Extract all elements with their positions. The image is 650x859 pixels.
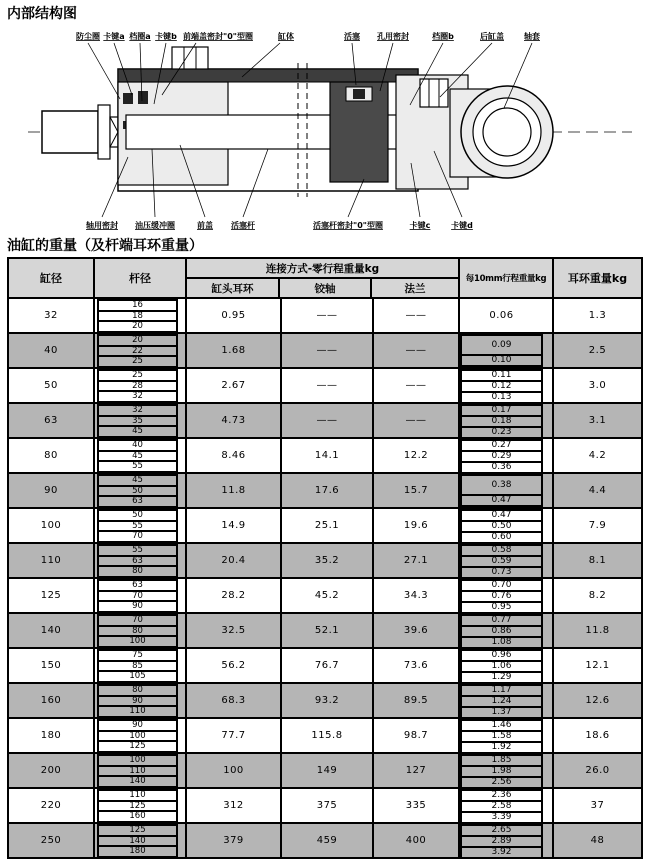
head-eye-cell: 28.2 bbox=[187, 579, 282, 612]
per-stroke-box: 0.77 bbox=[460, 614, 543, 627]
eye-weight-cell: 48 bbox=[590, 835, 605, 846]
per-stroke-box: 0.76 bbox=[460, 590, 543, 603]
per-stroke-box: 0.11 bbox=[460, 369, 543, 382]
bore-cell: 160 bbox=[9, 684, 95, 717]
rod-cell bbox=[95, 614, 187, 647]
rod-box: 100 bbox=[97, 730, 178, 743]
hinge-cell: 45.2 bbox=[282, 579, 374, 612]
cylinder-cross-section-drawing bbox=[0, 23, 650, 235]
head-eye-cell: 56.2 bbox=[187, 649, 282, 682]
barrel-top-wall bbox=[118, 69, 418, 82]
header-flange: 法兰 bbox=[404, 282, 426, 295]
per-stroke-box: 0.70 bbox=[460, 579, 543, 592]
rod-box: 70 bbox=[97, 614, 178, 627]
table-body bbox=[9, 299, 641, 857]
rod-cell bbox=[95, 334, 187, 367]
header-connection: 连接方式-零行程重量kg bbox=[187, 259, 458, 279]
diagram-label-piston-rod: 活塞杆 bbox=[231, 221, 255, 230]
rod-box: 105 bbox=[97, 670, 178, 683]
hinge-cell: 115.8 bbox=[282, 719, 374, 752]
rod-box: 100 bbox=[97, 635, 178, 648]
flange-cell: 34.3 bbox=[374, 579, 460, 612]
rod-box: 16 bbox=[97, 299, 178, 312]
rod-box: 45 bbox=[97, 474, 178, 487]
bore-cell: 50 bbox=[9, 369, 95, 402]
rod-cell bbox=[95, 719, 187, 752]
hinge-cell: —— bbox=[282, 334, 374, 367]
hinge-cell: 76.7 bbox=[282, 649, 374, 682]
flange-cell: 89.5 bbox=[374, 684, 460, 717]
per-stroke-box: 0.23 bbox=[460, 426, 543, 439]
table-row bbox=[9, 789, 641, 824]
flange-cell: 400 bbox=[374, 824, 460, 857]
diagram-label-dust-ring: 防尘圈 bbox=[76, 32, 100, 41]
gland-seal-b bbox=[138, 91, 148, 104]
table-row bbox=[9, 684, 641, 719]
hinge-cell: 93.2 bbox=[282, 684, 374, 717]
table-row bbox=[9, 439, 641, 474]
per-stroke-cell bbox=[460, 369, 554, 402]
head-eye-cell: 68.3 bbox=[187, 684, 282, 717]
per-stroke-box: 3.39 bbox=[460, 811, 543, 824]
rod-box: 100 bbox=[97, 754, 178, 767]
table-row bbox=[9, 824, 641, 857]
per-stroke-cell bbox=[460, 439, 554, 472]
bore-cell: 220 bbox=[9, 789, 95, 822]
table-row bbox=[9, 369, 641, 404]
eye-weight-cell: 3.1 bbox=[588, 415, 607, 426]
bore-cell: 110 bbox=[9, 544, 95, 577]
rod-box: 125 bbox=[97, 824, 178, 837]
per-stroke-box: 0.36 bbox=[460, 461, 543, 474]
bore-cell: 80 bbox=[9, 439, 95, 472]
per-stroke-box: 0.12 bbox=[460, 380, 543, 393]
per-stroke-box: 1.46 bbox=[460, 719, 543, 732]
hinge-cell: —— bbox=[282, 369, 374, 402]
rod-cell bbox=[95, 369, 187, 402]
head-eye-cell: 4.73 bbox=[187, 404, 282, 437]
rod-box: 25 bbox=[97, 369, 178, 382]
diagram-title: 内部结构图 bbox=[7, 6, 77, 22]
eye-weight-cell: 12.6 bbox=[585, 695, 610, 706]
header-hinge: 铰轴 bbox=[280, 279, 372, 297]
rod-cell bbox=[95, 789, 187, 822]
rod-eye-bore bbox=[483, 108, 531, 156]
hinge-cell: 52.1 bbox=[282, 614, 374, 647]
table-row bbox=[9, 614, 641, 649]
rod-box: 55 bbox=[97, 544, 178, 557]
rod-cell bbox=[95, 579, 187, 612]
flange-cell: —— bbox=[374, 334, 460, 367]
rod-box: 63 bbox=[97, 579, 178, 592]
rod-box: 125 bbox=[97, 800, 178, 813]
hinge-cell: 14.1 bbox=[282, 439, 374, 472]
per-stroke-cell bbox=[460, 544, 554, 577]
rod-coupling bbox=[98, 105, 110, 159]
table-row bbox=[9, 649, 641, 684]
diagram-label-buffer-ring: 油压缓冲圈 bbox=[135, 221, 175, 230]
per-stroke-box: 3.92 bbox=[460, 846, 543, 859]
rod-box: 85 bbox=[97, 660, 178, 673]
hinge-cell: 25.1 bbox=[282, 509, 374, 542]
per-stroke-box: 1.58 bbox=[460, 730, 543, 743]
header-per10mm: 每10mm行程重量kg bbox=[460, 259, 554, 297]
rod-box: 50 bbox=[97, 485, 178, 498]
table-row bbox=[9, 299, 641, 334]
eye-weight-cell: 8.2 bbox=[588, 590, 607, 601]
rod-box: 25 bbox=[97, 355, 178, 368]
diagram-label-bushing: 轴套 bbox=[524, 32, 540, 41]
head-eye-cell: 77.7 bbox=[187, 719, 282, 752]
per-stroke-box: 2.36 bbox=[460, 789, 543, 802]
per-stroke-box: 0.27 bbox=[460, 439, 543, 452]
rod-box: 50 bbox=[97, 509, 178, 522]
diagram-label-key-b: 卡键b bbox=[155, 32, 177, 41]
per-stroke-box: 0.09 bbox=[460, 334, 543, 356]
rod-cell bbox=[95, 684, 187, 717]
per-stroke-box: 2.65 bbox=[460, 824, 543, 837]
rod-box: 55 bbox=[97, 460, 178, 473]
per-stroke-cell bbox=[460, 789, 554, 822]
diagram-label-barrel: 缸体 bbox=[278, 32, 294, 41]
hinge-cell: 35.2 bbox=[282, 544, 374, 577]
bore-cell: 200 bbox=[9, 754, 95, 787]
table-row bbox=[9, 509, 641, 544]
rod-cell bbox=[95, 299, 187, 332]
rod-box: 18 bbox=[97, 310, 178, 323]
hinge-cell: —— bbox=[282, 299, 374, 332]
per-stroke-box: 1.92 bbox=[460, 741, 543, 754]
per-stroke-box: 1.29 bbox=[460, 671, 543, 684]
per-stroke-cell bbox=[460, 649, 554, 682]
per-stroke-cell bbox=[460, 684, 554, 717]
per-stroke-box: 1.08 bbox=[460, 636, 543, 649]
rod-box: 20 bbox=[97, 334, 178, 347]
bore-cell: 150 bbox=[9, 649, 95, 682]
flange-cell: 27.1 bbox=[374, 544, 460, 577]
header-head-eye: 缸头耳环 bbox=[187, 279, 280, 297]
header-rod: 杆径 bbox=[95, 259, 187, 297]
head-eye-cell: 2.67 bbox=[187, 369, 282, 402]
diagram-label-hole-seal: 孔用密封 bbox=[377, 32, 409, 41]
flange-cell: 73.6 bbox=[374, 649, 460, 682]
table-row bbox=[9, 719, 641, 754]
table-row bbox=[9, 334, 641, 369]
diagram-label-rear-cap: 后缸盖 bbox=[480, 32, 504, 41]
per-stroke-cell bbox=[460, 334, 554, 367]
per-stroke-box: 0.86 bbox=[460, 625, 543, 638]
diagram-label-key-a: 卡键a bbox=[103, 32, 125, 41]
port-boss bbox=[172, 47, 208, 69]
hinge-cell: 149 bbox=[282, 754, 374, 787]
flange-cell: 15.7 bbox=[374, 474, 460, 507]
eye-weight-cell: 1.3 bbox=[588, 310, 607, 321]
diagram-label-key-d: 卡键d bbox=[451, 221, 473, 230]
per-stroke-box: 0.50 bbox=[460, 520, 543, 533]
diagram-label-piston: 活塞 bbox=[344, 32, 360, 41]
rod-box: 110 bbox=[97, 705, 178, 718]
rod-box: 80 bbox=[97, 625, 178, 638]
bore-cell: 40 bbox=[9, 334, 95, 367]
per-stroke-box: 0.60 bbox=[460, 531, 543, 544]
per-stroke-box: 2.56 bbox=[460, 776, 543, 789]
table-row bbox=[9, 754, 641, 789]
hinge-cell: —— bbox=[282, 404, 374, 437]
per-stroke-box: 0.59 bbox=[460, 555, 543, 568]
rod-cell bbox=[95, 754, 187, 787]
diagram-label-ring-a: 档圈a bbox=[129, 32, 151, 41]
rod-cell bbox=[95, 474, 187, 507]
per-stroke-box: 1.85 bbox=[460, 754, 543, 767]
rod-box: 63 bbox=[97, 555, 178, 568]
header-eye-weight: 耳环重量kg bbox=[567, 272, 628, 285]
per-stroke-box: 0.47 bbox=[460, 509, 543, 522]
rod-cell bbox=[95, 649, 187, 682]
rod-box: 75 bbox=[97, 649, 178, 662]
rod-box: 63 bbox=[97, 495, 178, 508]
per-stroke-box: 0.73 bbox=[460, 566, 543, 579]
diagram-label-rod-seal-o-ring: 活塞杆密封"0"型圈 bbox=[313, 221, 383, 230]
rod-end-block bbox=[42, 111, 98, 153]
table-title: 油缸的重量（及杆端耳环重量） bbox=[7, 238, 203, 254]
rod-cell bbox=[95, 824, 187, 857]
flange-cell: 127 bbox=[374, 754, 460, 787]
hinge-cell: 375 bbox=[282, 789, 374, 822]
rod-box: 110 bbox=[97, 789, 178, 802]
rod-cell bbox=[95, 439, 187, 472]
per-stroke-cell bbox=[460, 719, 554, 752]
diagram-label-ring-b: 档圈b bbox=[432, 32, 454, 41]
per-stroke-box: 1.37 bbox=[460, 706, 543, 719]
head-eye-cell: 1.68 bbox=[187, 334, 282, 367]
bore-cell: 180 bbox=[9, 719, 95, 752]
weight-table bbox=[7, 257, 643, 859]
diagram-label-front-cover-o-ring: 前端盖密封"0"型圈 bbox=[183, 32, 253, 41]
header-connection-group bbox=[187, 259, 460, 297]
eye-weight-cell: 4.4 bbox=[588, 485, 607, 496]
table-row bbox=[9, 544, 641, 579]
rod-box: 90 bbox=[97, 719, 178, 732]
rod-box: 70 bbox=[97, 530, 178, 543]
per-stroke-box: 2.89 bbox=[460, 835, 543, 848]
bore-cell: 140 bbox=[9, 614, 95, 647]
eye-weight-cell: 7.9 bbox=[588, 520, 607, 531]
hinge-cell: 17.6 bbox=[282, 474, 374, 507]
per-stroke-box: 1.24 bbox=[460, 695, 543, 708]
per-stroke-box: 1.17 bbox=[460, 684, 543, 697]
per-stroke-box: 0.38 bbox=[460, 474, 543, 496]
rod-cell bbox=[95, 544, 187, 577]
rod-box: 125 bbox=[97, 740, 178, 753]
eye-weight-cell: 37 bbox=[590, 800, 605, 811]
rod-box: 90 bbox=[97, 695, 178, 708]
head-eye-cell: 14.9 bbox=[187, 509, 282, 542]
flange-cell: 39.6 bbox=[374, 614, 460, 647]
rod-box: 32 bbox=[97, 404, 178, 417]
eye-weight-cell: 8.1 bbox=[588, 555, 607, 566]
head-eye-cell: 0.95 bbox=[187, 299, 282, 332]
eye-weight-cell: 26.0 bbox=[585, 765, 610, 776]
head-eye-cell: 379 bbox=[187, 824, 282, 857]
rod-cell bbox=[95, 404, 187, 437]
rod-box: 45 bbox=[97, 425, 178, 438]
piston-seal bbox=[353, 89, 365, 99]
table-row bbox=[9, 474, 641, 509]
rod-box: 180 bbox=[97, 845, 178, 858]
diagram-label-front-cap: 前盖 bbox=[197, 221, 213, 230]
per-stroke-cell bbox=[460, 509, 554, 542]
rod-box: 70 bbox=[97, 590, 178, 603]
table-row bbox=[9, 404, 641, 439]
per-stroke-box: 0.13 bbox=[460, 391, 543, 404]
rod-box: 90 bbox=[97, 600, 178, 613]
rod-box: 40 bbox=[97, 439, 178, 452]
flange-cell: 19.6 bbox=[374, 509, 460, 542]
head-eye-cell: 8.46 bbox=[187, 439, 282, 472]
flange-cell: —— bbox=[374, 369, 460, 402]
rod-box: 45 bbox=[97, 450, 178, 463]
per-stroke-value: 0.06 bbox=[489, 310, 514, 321]
eye-weight-cell: 4.2 bbox=[588, 450, 607, 461]
table-row bbox=[9, 579, 641, 614]
header-bore: 缸径 bbox=[9, 259, 95, 297]
per-stroke-box: 2.58 bbox=[460, 800, 543, 813]
per-stroke-cell bbox=[460, 614, 554, 647]
rod-box: 28 bbox=[97, 380, 178, 393]
rod-box: 80 bbox=[97, 565, 178, 578]
eye-weight-cell: 12.1 bbox=[585, 660, 610, 671]
rod-box: 110 bbox=[97, 765, 178, 778]
eye-weight-cell: 18.6 bbox=[585, 730, 610, 741]
bore-cell: 125 bbox=[9, 579, 95, 612]
rod-box: 35 bbox=[97, 415, 178, 428]
per-stroke-cell bbox=[460, 579, 554, 612]
eye-weight-cell: 11.8 bbox=[585, 625, 610, 636]
per-stroke-box: 0.58 bbox=[460, 544, 543, 557]
rod-box: 20 bbox=[97, 320, 178, 333]
rod-box: 22 bbox=[97, 345, 178, 358]
head-eye-cell: 20.4 bbox=[187, 544, 282, 577]
bore-cell: 32 bbox=[9, 299, 95, 332]
per-stroke-box: 0.18 bbox=[460, 415, 543, 428]
rod-box: 32 bbox=[97, 390, 178, 403]
rod-box: 140 bbox=[97, 835, 178, 848]
flange-cell: —— bbox=[374, 404, 460, 437]
flange-cell: 12.2 bbox=[374, 439, 460, 472]
bore-cell: 100 bbox=[9, 509, 95, 542]
per-stroke-box: 0.29 bbox=[460, 450, 543, 463]
rod-box: 160 bbox=[97, 810, 178, 823]
eye-weight-cell: 3.0 bbox=[588, 380, 607, 391]
diagram-label-shaft-seal: 轴用密封 bbox=[86, 221, 118, 230]
per-stroke-cell bbox=[460, 824, 554, 857]
flange-cell: 335 bbox=[374, 789, 460, 822]
eye-weight-cell: 2.5 bbox=[588, 345, 607, 356]
hinge-cell: 459 bbox=[282, 824, 374, 857]
bore-cell: 90 bbox=[9, 474, 95, 507]
flange-cell: 98.7 bbox=[374, 719, 460, 752]
rod-box: 80 bbox=[97, 684, 178, 697]
per-stroke-box: 0.96 bbox=[460, 649, 543, 662]
flange-cell: —— bbox=[374, 299, 460, 332]
head-eye-cell: 312 bbox=[187, 789, 282, 822]
per-stroke-cell bbox=[460, 299, 554, 332]
per-stroke-box: 0.10 bbox=[460, 354, 543, 367]
per-stroke-cell bbox=[460, 404, 554, 437]
per-stroke-cell bbox=[460, 754, 554, 787]
rod-cell bbox=[95, 509, 187, 542]
per-stroke-box: 0.17 bbox=[460, 404, 543, 417]
bore-cell: 250 bbox=[9, 824, 95, 857]
table-header bbox=[9, 259, 641, 299]
internal-structure-diagram bbox=[0, 23, 650, 235]
head-eye-cell: 32.5 bbox=[187, 614, 282, 647]
per-stroke-cell bbox=[460, 474, 554, 507]
per-stroke-box: 0.47 bbox=[460, 494, 543, 507]
head-eye-cell: 11.8 bbox=[187, 474, 282, 507]
per-stroke-box: 1.98 bbox=[460, 765, 543, 778]
per-stroke-box: 0.95 bbox=[460, 601, 543, 614]
rod-box: 140 bbox=[97, 775, 178, 788]
rod-box: 55 bbox=[97, 520, 178, 533]
head-eye-cell: 100 bbox=[187, 754, 282, 787]
bore-cell: 63 bbox=[9, 404, 95, 437]
diagram-label-key-c: 卡键c bbox=[409, 221, 431, 230]
per-stroke-box: 1.06 bbox=[460, 660, 543, 673]
